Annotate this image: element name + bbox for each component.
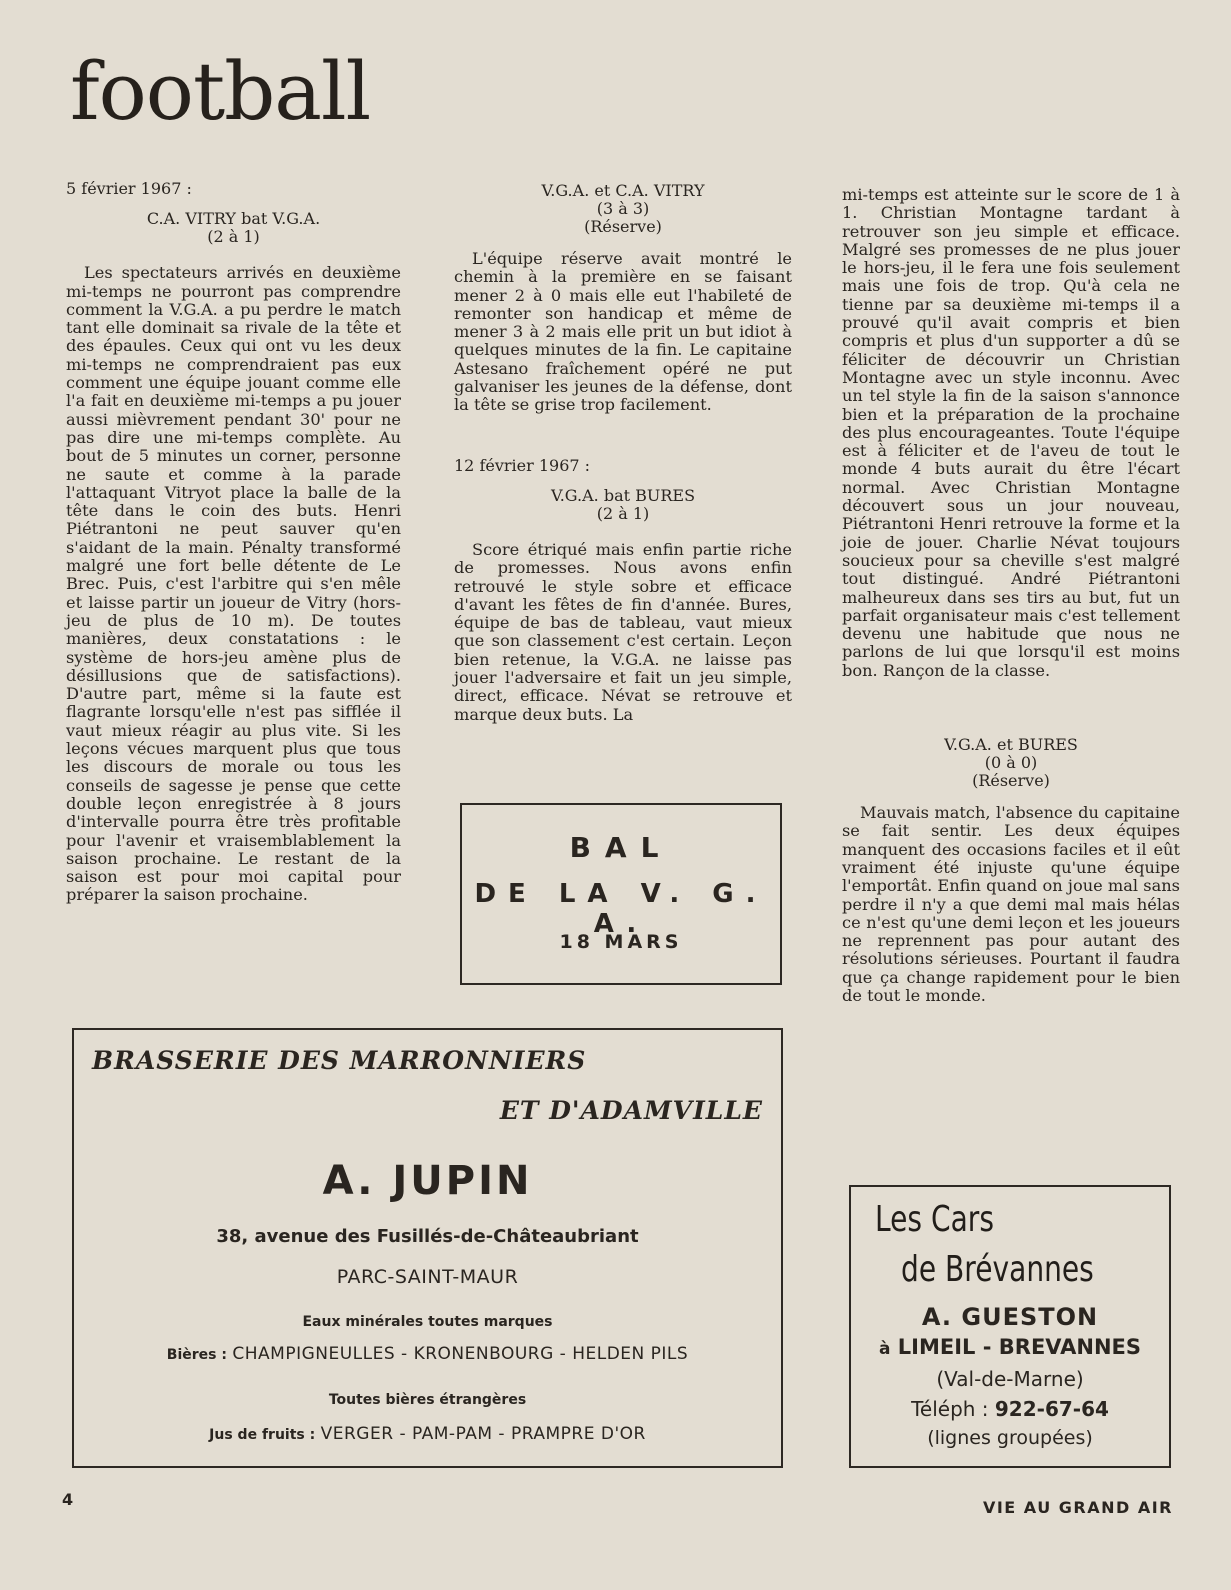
cars-advertisement (849, 1185, 1171, 1468)
brasserie-eaux: Eaux minérales toutes marques (302, 1314, 553, 1330)
brasserie-owner: A. JUPIN (322, 1158, 533, 1204)
cars-phone (851, 1397, 1169, 1421)
cars-phone-number: 922-67-64 (994, 1397, 1109, 1421)
bieres-label: Bières : (166, 1347, 227, 1363)
match-score: (2 à 1) (207, 227, 260, 247)
match-heading: V.G.A. et C.A. VITRY (541, 181, 705, 200)
bieres-list: CHAMPIGNEULLES - KRONENBOURG - HELDEN PILS (232, 1344, 689, 1364)
cars-title-line1: Les Cars (875, 1199, 994, 1240)
bal-announcement-box (460, 803, 782, 985)
match-score: (0 à 0) (984, 753, 1038, 773)
brasserie-name-line1: BRASSERIE DES MARRONNIERS (92, 1046, 587, 1075)
article-text: L'équipe réserve avait montré le chemin à la première en se faisant mener 2 à 0 mais elle eut l'habileté de remonter son handicap et même de mener 3 à 2 mais elle prit un but idiot à quelques minutes de la fin. Le capitaine Astesano fraîchement opéré ne put galvaniser les jeunes de la défense, dont la tête se grise trop facilement. (454, 249, 792, 415)
cars-dept: (Val-de-Marne) (936, 1367, 1084, 1391)
brasserie-advertisement (72, 1028, 783, 1468)
match-score: (3 à 3) (596, 199, 650, 218)
magazine-footer: VIE AU GRAND AIR (982, 1498, 1173, 1517)
brasserie-address: 38, avenue des Fusillés-de-Châteaubriant (216, 1226, 639, 1247)
bal-date: 18 MARS (559, 931, 683, 953)
match-date: 5 février 1967 : (66, 179, 192, 198)
cars-prefix: à (879, 1339, 891, 1359)
match-category: (Réserve) (972, 771, 1050, 791)
page-title: football (70, 45, 371, 138)
match-heading: C.A. VITRY bat V.G.A. (146, 209, 321, 229)
bal-organizer: DE LA V. G. A. (474, 879, 768, 939)
article-text: Les spectateurs arrivés en deuxième mi-temps ne pourront pas comprendre comment la V.G.A. a pu perdre le match tant elle dominait sa rivale de la tête et des épaules. Ceux qui ont vu les deux mi-temps ne comprendraient pas eux comment une équipe jouant comme elle l'a fait en deuxième mi-temps a pu jouer aussi mièvrement pendant 30' pour ne pas dire une mi-temps complète. Au bout de 5 minutes un corner, personne ne saute et comme à la parade l'attaquant Vitryot place la balle de la tête dans le coin des buts. Henri Piétrantoni ne peut sauver qu'en s'aidant de la main. Pénalty transformé malgré une fort belle détente de Le Brec. Puis, c'est l'arbitre qui s'en mêle et laisse partir un joueur de Vitry (hors-jeu de plus de 10 m). De toutes manières, deux constatations : le système de hors-jeu amène plus de désillusions que de satisfactions). D'autre part, même si la faute est flagrante lorsqu'elle n'est pas sifflée il vaut mieux réagir au plus vite. Si les leçons vécues marquent plus que tous les discours de morale ou tous les conseils de sagesse je pense que cette double leçon enregistrée à 8 jours d'intervalle pourra être très profitable pour l'avenir et vraisemblablement la saison prochaine. Le restant de la saison est pour moi capital pour préparer la saison prochaine. (66, 263, 401, 905)
match-heading: V.G.A. bat BURES (550, 485, 696, 505)
match-date: 12 février 1967 : (454, 455, 591, 475)
article-column-2 (454, 182, 792, 724)
article-text: Score étriqué mais enfin partie riche de promesses. Nous avons enfin retrouvé le style sobre et efficace d'avant les fêtes de fin d'année. Bures, équipe de bas de tableau, vaut mieux que son classement c'est certain. Leçon bien retenue, la V.G.A. ne laisse pas jouer l'adversaire et fait un jeu simple, direct, efficace. Névat se retrouve et marque deux buts. La (454, 539, 792, 724)
article-text: Mauvais match, l'absence du capitaine se fait sentir. Les deux équipes manquent des occasions faciles et il eût vraiment été injuste qu'une équipe l'emportât. Enfin quand on joue mal sans perdre il n'y a que demi mal mais hélas ce n'est qu'une demi leçon et les joueurs ne reprennent pas pour autant des résolutions sérieuses. Pourtant il faudra que ça change rapidement pour le bien de tout le monde. (842, 803, 1180, 1005)
brasserie-city: PARC-SAINT-MAUR (336, 1266, 519, 1288)
brasserie-jus (74, 1424, 781, 1444)
brasserie-bieres (74, 1344, 781, 1364)
article-column-3 (842, 186, 1180, 1005)
cars-owner: A. GUESTON (921, 1303, 1099, 1331)
jus-list: VERGER - PAM-PAM - PRAMPRE D'OR (320, 1424, 646, 1444)
article-text: mi-temps est atteinte sur le score de 1 à 1. Christian Montagne tardant à retrouver son jeu simple et efficace. Malgré ses promesses de ne plus jouer le hors-jeu, il le fera une fois seulement mais une fois de trop. Qu'à cela ne tienne par sa deuxième mi-temps il a prouvé qu'il avait compris et bien compris et plus d'un supporter a dû se féliciter de découvrir un Christian Montagne avec un style inconnu. Avec un tel style la fin de la saison s'annonce bien et la préparation de la prochaine des plus encourageantes. Toute l'équipe est à féliciter et de l'aveu de tout le monde 4 buts aurait du être l'écart normal. Avec Christian Montagne découvert sous un jour nouveau, Piétrantoni Henri retrouve la forme et la joie de jouer. Charlie Névat toujours soucieux pour sa cheville s'est malgré tout distingué. André Piétrantoni malheureux dans ses tirs au but, fut un parfait organisateur mais c'est tellement devenu une habitude que nous ne parlons de lui que lorsqu'il est moins bon. Rançon de la classe. (842, 185, 1180, 680)
brasserie-name-line2: ET D'ADAMVILLE (499, 1096, 763, 1125)
cars-town: LIMEIL - BREVANNES (897, 1335, 1141, 1359)
cars-title-line2: de Brévannes (901, 1249, 1094, 1290)
match-category: (Réserve) (584, 217, 662, 236)
match-score: (2 à 1) (596, 503, 650, 523)
cars-location (851, 1335, 1169, 1359)
brasserie-etrangeres: Toutes bières étrangères (328, 1392, 527, 1408)
article-column-1 (66, 180, 401, 905)
cars-phone-label: Téléph : (911, 1397, 989, 1421)
match-heading: V.G.A. et BURES (944, 735, 1078, 755)
page-number: 4 (62, 1490, 74, 1509)
cars-lines: (lignes groupées) (927, 1427, 1093, 1449)
bal-title: BAL (569, 831, 673, 864)
jus-label: Jus de fruits : (209, 1427, 316, 1443)
